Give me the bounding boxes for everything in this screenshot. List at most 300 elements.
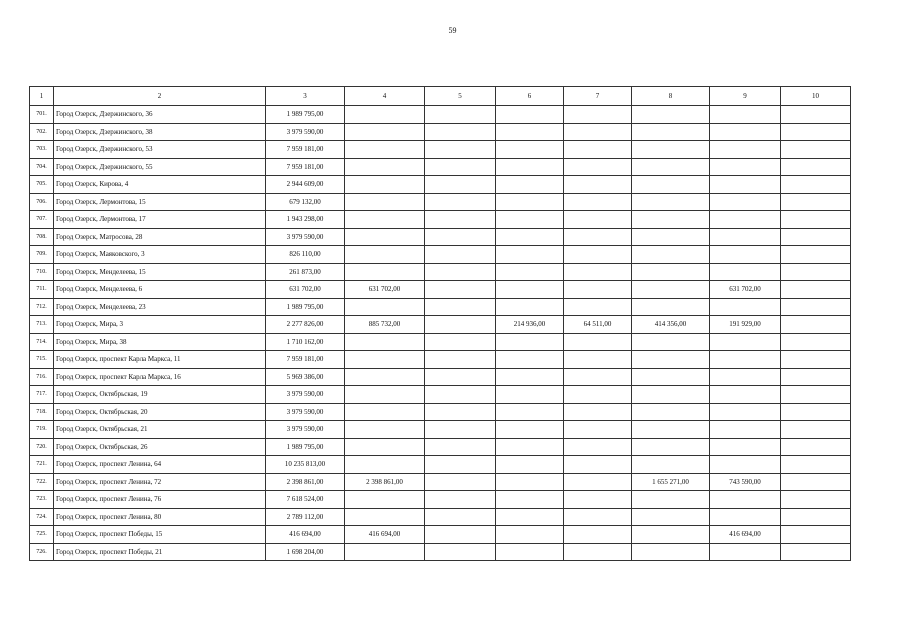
column-10-cell: [781, 333, 851, 351]
column-7-cell: [564, 421, 632, 439]
column-8-cell: [632, 193, 710, 211]
column-6-cell: [496, 386, 564, 404]
column-8-cell: [632, 403, 710, 421]
table-row: [30, 281, 851, 299]
column-3-cell: 7 959 181,00: [266, 158, 345, 176]
column-10-cell: [781, 263, 851, 281]
column-3-cell: 7 959 181,00: [266, 351, 345, 369]
column-9-cell: [710, 158, 781, 176]
table-row: [30, 386, 851, 404]
column-5-cell: [425, 456, 496, 474]
column-10-cell: [781, 298, 851, 316]
address-cell: Город Озерск, проспект Победы, 21: [54, 543, 266, 561]
column-8-cell: [632, 386, 710, 404]
column-9-cell: [710, 123, 781, 141]
column-4-cell: 885 732,00: [345, 316, 425, 334]
column-6-cell: [496, 368, 564, 386]
table-row: [30, 473, 851, 491]
column-3-cell: 3 979 590,00: [266, 421, 345, 439]
row-number-cell: 709.: [30, 246, 54, 264]
column-5-cell: [425, 403, 496, 421]
column-5-cell: [425, 508, 496, 526]
table-row: [30, 106, 851, 124]
row-number-cell: 714.: [30, 333, 54, 351]
address-cell: Город Озерск, Дзержинского, 36: [54, 106, 266, 124]
column-4-cell: [345, 176, 425, 194]
column-7-cell: [564, 508, 632, 526]
column-10-cell: [781, 438, 851, 456]
address-cell: Город Озерск, Октябрьская, 19: [54, 386, 266, 404]
column-8-cell: 414 356,00: [632, 316, 710, 334]
column-7-cell: [564, 176, 632, 194]
column-10-cell: [781, 211, 851, 229]
column-5-cell: [425, 211, 496, 229]
row-number-cell: 712.: [30, 298, 54, 316]
column-6-cell: [496, 403, 564, 421]
column-4-cell: [345, 123, 425, 141]
column-7-cell: [564, 403, 632, 421]
column-10-cell: [781, 368, 851, 386]
column-6-cell: [496, 141, 564, 159]
column-3-cell: 631 702,00: [266, 281, 345, 299]
column-10-cell: [781, 281, 851, 299]
column-5-cell: [425, 333, 496, 351]
column-5-cell: [425, 228, 496, 246]
column-9-cell: [710, 246, 781, 264]
column-8-cell: 1 655 271,00: [632, 473, 710, 491]
column-4-cell: [345, 211, 425, 229]
column-3-cell: 1 989 795,00: [266, 298, 345, 316]
column-3-cell: 1 710 162,00: [266, 333, 345, 351]
column-10-cell: [781, 526, 851, 544]
address-cell: Город Озерск, проспект Карла Маркса, 16: [54, 368, 266, 386]
column-3-cell: 3 979 590,00: [266, 386, 345, 404]
address-cell: Город Озерск, Лермонтова, 15: [54, 193, 266, 211]
row-number-cell: 705.: [30, 176, 54, 194]
column-10-cell: [781, 106, 851, 124]
column-8-cell: [632, 158, 710, 176]
column-8-cell: [632, 543, 710, 561]
column-4-cell: [345, 193, 425, 211]
column-10-cell: [781, 193, 851, 211]
column-8-cell: [632, 228, 710, 246]
column-9-cell: [710, 228, 781, 246]
row-number-cell: 719.: [30, 421, 54, 439]
column-3-cell: 7 959 181,00: [266, 141, 345, 159]
column-3-cell: 1 989 795,00: [266, 438, 345, 456]
column-10-cell: [781, 421, 851, 439]
row-number-cell: 725.: [30, 526, 54, 544]
row-number-cell: 710.: [30, 263, 54, 281]
table-row: [30, 141, 851, 159]
column-8-cell: [632, 246, 710, 264]
column-6-cell: 214 936,00: [496, 316, 564, 334]
column-5-cell: [425, 421, 496, 439]
column-6-cell: [496, 246, 564, 264]
column-3-cell: 1 698 204,00: [266, 543, 345, 561]
column-5-cell: [425, 526, 496, 544]
column-9-cell: [710, 298, 781, 316]
column-9-cell: [710, 386, 781, 404]
column-10-cell: [781, 228, 851, 246]
address-cell: Город Озерск, Мира, 38: [54, 333, 266, 351]
column-5-cell: [425, 386, 496, 404]
column-7-cell: [564, 281, 632, 299]
table-row: [30, 438, 851, 456]
table-row: [30, 456, 851, 474]
column-10-cell: [781, 543, 851, 561]
column-4-cell: [345, 228, 425, 246]
column-6-cell: [496, 456, 564, 474]
column-10-cell: [781, 351, 851, 369]
row-number-cell: 726.: [30, 543, 54, 561]
column-5-cell: [425, 158, 496, 176]
column-8-cell: [632, 421, 710, 439]
column-4-cell: [345, 333, 425, 351]
table-row: [30, 543, 851, 561]
column-6-cell: [496, 298, 564, 316]
column-5-cell: [425, 106, 496, 124]
column-5-cell: [425, 316, 496, 334]
row-number-cell: 708.: [30, 228, 54, 246]
column-9-cell: 416 694,00: [710, 526, 781, 544]
column-4-cell: [345, 368, 425, 386]
column-9-cell: [710, 176, 781, 194]
row-number-cell: 701.: [30, 106, 54, 124]
address-cell: Город Озерск, проспект Ленина, 80: [54, 508, 266, 526]
column-8-cell: [632, 508, 710, 526]
column-3-cell: 2 277 826,00: [266, 316, 345, 334]
column-4-cell: [345, 246, 425, 264]
column-5-cell: [425, 298, 496, 316]
column-9-cell: [710, 403, 781, 421]
column-9-cell: [710, 263, 781, 281]
row-number-cell: 724.: [30, 508, 54, 526]
table-row: [30, 526, 851, 544]
column-8-cell: [632, 456, 710, 474]
column-header-2: 2: [54, 87, 266, 106]
column-7-cell: [564, 211, 632, 229]
column-header-5: 5: [425, 87, 496, 106]
column-header-3: 3: [266, 87, 345, 106]
column-8-cell: [632, 351, 710, 369]
column-10-cell: [781, 456, 851, 474]
column-8-cell: [632, 491, 710, 509]
column-6-cell: [496, 123, 564, 141]
column-4-cell: [345, 351, 425, 369]
column-4-cell: [345, 403, 425, 421]
table-row: [30, 263, 851, 281]
address-cell: Город Озерск, Менделеева, 6: [54, 281, 266, 299]
column-6-cell: [496, 211, 564, 229]
address-cell: Город Озерск, Кирова, 4: [54, 176, 266, 194]
column-7-cell: [564, 228, 632, 246]
column-7-cell: [564, 526, 632, 544]
address-cell: Город Озерск, Октябрьская, 20: [54, 403, 266, 421]
column-header-6: 6: [496, 87, 564, 106]
table-row: [30, 491, 851, 509]
column-7-cell: [564, 298, 632, 316]
row-number-cell: 723.: [30, 491, 54, 509]
column-3-cell: 10 235 813,00: [266, 456, 345, 474]
column-8-cell: [632, 333, 710, 351]
table-row: [30, 421, 851, 439]
column-9-cell: [710, 211, 781, 229]
column-9-cell: [710, 368, 781, 386]
column-5-cell: [425, 438, 496, 456]
row-number-cell: 703.: [30, 141, 54, 159]
column-8-cell: [632, 141, 710, 159]
page-number: 59: [448, 26, 457, 35]
column-6-cell: [496, 543, 564, 561]
column-8-cell: [632, 176, 710, 194]
column-10-cell: [781, 123, 851, 141]
header-row: [30, 87, 851, 106]
address-cell: Город Озерск, Дзержинского, 38: [54, 123, 266, 141]
column-7-cell: [564, 123, 632, 141]
column-7-cell: [564, 263, 632, 281]
column-10-cell: [781, 473, 851, 491]
column-6-cell: [496, 351, 564, 369]
column-10-cell: [781, 316, 851, 334]
row-number-cell: 706.: [30, 193, 54, 211]
column-7-cell: [564, 351, 632, 369]
table-row: [30, 193, 851, 211]
row-number-cell: 713.: [30, 316, 54, 334]
column-10-cell: [781, 386, 851, 404]
column-9-cell: [710, 141, 781, 159]
column-7-cell: [564, 368, 632, 386]
address-cell: Город Озерск, Матросова, 28: [54, 228, 266, 246]
data-table: [29, 86, 851, 561]
column-4-cell: [345, 263, 425, 281]
column-9-cell: [710, 193, 781, 211]
column-6-cell: [496, 333, 564, 351]
column-5-cell: [425, 176, 496, 194]
column-10-cell: [781, 158, 851, 176]
row-number-cell: 717.: [30, 386, 54, 404]
column-header-1: 1: [30, 87, 54, 106]
row-number-cell: 721.: [30, 456, 54, 474]
row-number-cell: 704.: [30, 158, 54, 176]
column-7-cell: [564, 193, 632, 211]
column-6-cell: [496, 526, 564, 544]
column-9-cell: [710, 543, 781, 561]
column-4-cell: [345, 141, 425, 159]
column-5-cell: [425, 281, 496, 299]
table-row: [30, 176, 851, 194]
column-10-cell: [781, 246, 851, 264]
column-7-cell: [564, 246, 632, 264]
column-9-cell: [710, 438, 781, 456]
column-8-cell: [632, 211, 710, 229]
column-7-cell: [564, 438, 632, 456]
column-8-cell: [632, 123, 710, 141]
table-row: [30, 333, 851, 351]
column-header-9: 9: [710, 87, 781, 106]
column-3-cell: 1 989 795,00: [266, 106, 345, 124]
address-cell: Город Озерск, Дзержинского, 55: [54, 158, 266, 176]
column-5-cell: [425, 123, 496, 141]
column-3-cell: 2 789 112,00: [266, 508, 345, 526]
table-row: [30, 158, 851, 176]
column-6-cell: [496, 281, 564, 299]
row-number-cell: 715.: [30, 351, 54, 369]
table-row: [30, 298, 851, 316]
column-8-cell: [632, 438, 710, 456]
column-header-7: 7: [564, 87, 632, 106]
column-10-cell: [781, 176, 851, 194]
column-4-cell: 416 694,00: [345, 526, 425, 544]
column-header-8: 8: [632, 87, 710, 106]
column-7-cell: [564, 491, 632, 509]
column-5-cell: [425, 141, 496, 159]
column-7-cell: [564, 141, 632, 159]
column-5-cell: [425, 351, 496, 369]
address-cell: Город Озерск, Мира, 3: [54, 316, 266, 334]
address-cell: Город Озерск, проспект Карла Маркса, 11: [54, 351, 266, 369]
column-8-cell: [632, 281, 710, 299]
column-10-cell: [781, 508, 851, 526]
address-cell: Город Озерск, проспект Ленина, 64: [54, 456, 266, 474]
table-row: [30, 211, 851, 229]
column-3-cell: 679 132,00: [266, 193, 345, 211]
column-8-cell: [632, 298, 710, 316]
column-3-cell: 261 873,00: [266, 263, 345, 281]
address-cell: Город Озерск, Дзержинского, 53: [54, 141, 266, 159]
column-9-cell: 191 929,00: [710, 316, 781, 334]
column-9-cell: [710, 508, 781, 526]
column-4-cell: [345, 386, 425, 404]
column-4-cell: 631 702,00: [345, 281, 425, 299]
row-number-cell: 711.: [30, 281, 54, 299]
column-3-cell: 5 969 386,00: [266, 368, 345, 386]
column-4-cell: [345, 456, 425, 474]
address-cell: Город Озерск, Лермонтова, 17: [54, 211, 266, 229]
column-4-cell: [345, 298, 425, 316]
column-10-cell: [781, 403, 851, 421]
table-row: [30, 368, 851, 386]
address-cell: Город Озерск, Маяковского, 3: [54, 246, 266, 264]
table-row: [30, 316, 851, 334]
column-9-cell: [710, 333, 781, 351]
column-6-cell: [496, 176, 564, 194]
column-9-cell: [710, 421, 781, 439]
column-5-cell: [425, 543, 496, 561]
column-3-cell: 3 979 590,00: [266, 403, 345, 421]
table-row: [30, 351, 851, 369]
column-6-cell: [496, 473, 564, 491]
column-6-cell: [496, 263, 564, 281]
column-6-cell: [496, 491, 564, 509]
column-3-cell: 416 694,00: [266, 526, 345, 544]
column-5-cell: [425, 263, 496, 281]
column-3-cell: 1 943 298,00: [266, 211, 345, 229]
column-header-4: 4: [345, 87, 425, 106]
address-cell: Город Озерск, проспект Ленина, 72: [54, 473, 266, 491]
address-cell: Город Озерск, Октябрьская, 21: [54, 421, 266, 439]
column-9-cell: [710, 491, 781, 509]
column-8-cell: [632, 263, 710, 281]
address-cell: Город Озерск, проспект Ленина, 76: [54, 491, 266, 509]
column-7-cell: [564, 333, 632, 351]
column-6-cell: [496, 438, 564, 456]
column-6-cell: [496, 158, 564, 176]
column-9-cell: 743 590,00: [710, 473, 781, 491]
column-9-cell: [710, 106, 781, 124]
column-7-cell: [564, 386, 632, 404]
column-5-cell: [425, 246, 496, 264]
row-number-cell: 722.: [30, 473, 54, 491]
column-5-cell: [425, 368, 496, 386]
column-7-cell: [564, 456, 632, 474]
column-6-cell: [496, 228, 564, 246]
column-8-cell: [632, 368, 710, 386]
column-3-cell: 2 398 861,00: [266, 473, 345, 491]
column-3-cell: 826 110,00: [266, 246, 345, 264]
column-4-cell: 2 398 861,00: [345, 473, 425, 491]
row-number-cell: 702.: [30, 123, 54, 141]
column-4-cell: [345, 421, 425, 439]
column-9-cell: [710, 456, 781, 474]
row-number-cell: 707.: [30, 211, 54, 229]
column-header-10: 10: [781, 87, 851, 106]
column-3-cell: 2 944 609,00: [266, 176, 345, 194]
column-8-cell: [632, 526, 710, 544]
column-10-cell: [781, 491, 851, 509]
column-3-cell: 3 979 590,00: [266, 123, 345, 141]
table-row: [30, 508, 851, 526]
address-cell: Город Озерск, Менделеева, 15: [54, 263, 266, 281]
row-number-cell: 718.: [30, 403, 54, 421]
column-7-cell: [564, 106, 632, 124]
table-body: [30, 106, 851, 561]
column-5-cell: [425, 473, 496, 491]
column-9-cell: 631 702,00: [710, 281, 781, 299]
column-6-cell: [496, 421, 564, 439]
table-row: [30, 123, 851, 141]
address-cell: Город Озерск, проспект Победы, 15: [54, 526, 266, 544]
column-3-cell: 7 618 524,00: [266, 491, 345, 509]
address-cell: Город Озерск, Менделеева, 23: [54, 298, 266, 316]
column-4-cell: [345, 158, 425, 176]
table-row: [30, 228, 851, 246]
column-7-cell: 64 511,00: [564, 316, 632, 334]
table-row: [30, 246, 851, 264]
column-6-cell: [496, 106, 564, 124]
column-9-cell: [710, 351, 781, 369]
column-5-cell: [425, 193, 496, 211]
column-6-cell: [496, 508, 564, 526]
column-10-cell: [781, 141, 851, 159]
column-5-cell: [425, 491, 496, 509]
column-4-cell: [345, 438, 425, 456]
column-7-cell: [564, 543, 632, 561]
column-4-cell: [345, 508, 425, 526]
row-number-cell: 720.: [30, 438, 54, 456]
column-4-cell: [345, 106, 425, 124]
column-6-cell: [496, 193, 564, 211]
column-7-cell: [564, 158, 632, 176]
row-number-cell: 716.: [30, 368, 54, 386]
column-4-cell: [345, 491, 425, 509]
column-7-cell: [564, 473, 632, 491]
address-cell: Город Озерск, Октябрьская, 26: [54, 438, 266, 456]
column-8-cell: [632, 106, 710, 124]
column-4-cell: [345, 543, 425, 561]
table-row: [30, 403, 851, 421]
column-3-cell: 3 979 590,00: [266, 228, 345, 246]
